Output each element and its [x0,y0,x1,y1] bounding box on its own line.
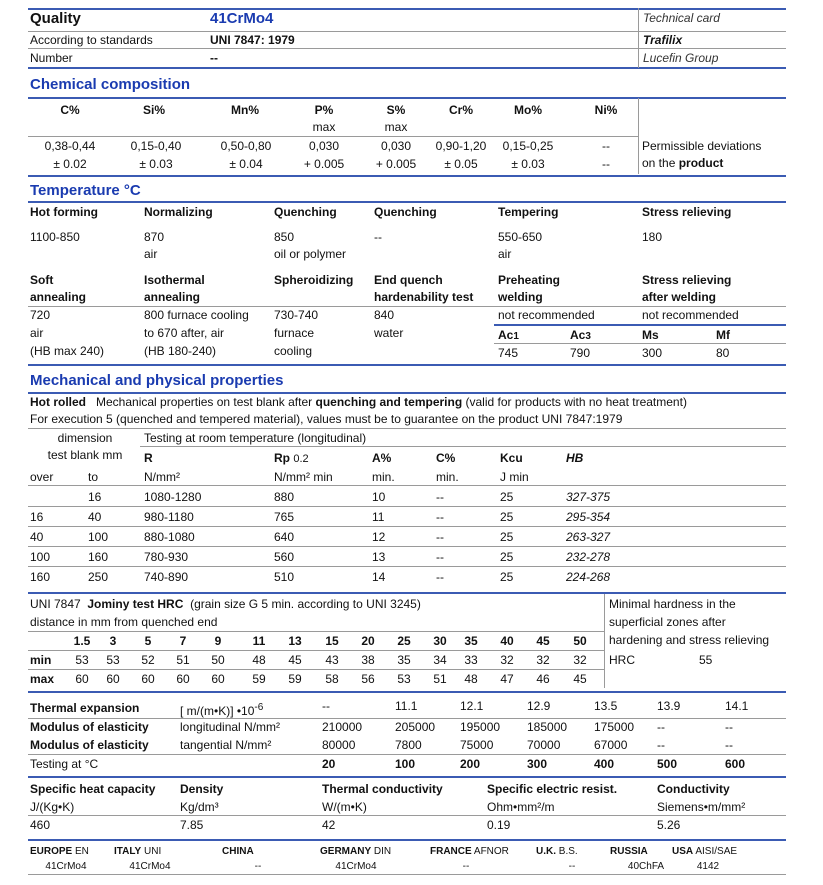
hot-rolled: Hot rolled [30,395,86,409]
testing-at-label: Testing at °C [30,757,99,771]
jominy-distance: 3 [109,634,117,648]
equiv-value: 40ChFA [627,861,665,872]
standards-label: According to standards [30,33,153,47]
modulus-tang-value: 80000 [322,738,356,752]
equiv-country-name: GERMANY [320,846,372,857]
jominy-max-value: 45 [573,672,587,686]
temp-header: Tempering [498,205,559,219]
jominy-distance: 50 [573,634,587,648]
col-kcu: Kcu [500,451,523,465]
jominy-max-value: 60 [176,672,190,686]
temp-value: not recommended [498,308,595,322]
jominy-distance: 13 [288,634,302,648]
temp-header: after welding [642,290,717,304]
temp-value: 800 furnace cooling [144,308,249,322]
prop-value: 460 [30,818,51,832]
testing-temp-value: 200 [460,757,481,771]
group-name: Lucefin Group [643,51,719,65]
jominy-max-value: 60 [141,672,155,686]
temp-header: Isothermal [144,273,205,287]
jominy-min-value: 52 [141,653,155,667]
chem-header: C% [60,103,80,117]
execution-note: For execution 5 (quenched and tempered material), values must be to guarantee on the product UNI 7847:1979 [30,412,623,426]
modulus-tang-value: 67000 [594,738,628,752]
temp-value: 180 [642,230,663,244]
brand-name: Trafilix [643,33,683,47]
jominy-max-value: 48 [464,672,478,686]
hot-rolled-line: Hot rolled Mechanical properties on test blank after quenching and tempering (valid for products with no heat treatment) [30,395,687,409]
chem-value: 0,15-0,40 [130,139,182,153]
prop-value: 0.19 [487,818,511,832]
modulus-long-value: -- [725,720,733,734]
temp-value: (HB max 240) [30,344,105,358]
chem-header: Si% [142,103,165,117]
temp-header: welding [498,290,543,304]
col-hb: HB [566,451,584,465]
temp-value: furnace [274,326,315,340]
equiv-country-name: EUROPE [30,846,73,857]
jominy-max-value: 59 [288,672,302,686]
modulus-tang-value: -- [657,738,665,752]
jominy-distance: 30 [433,634,447,648]
temp-header: Quenching [274,205,337,219]
equiv-standard: AFNOR [471,846,509,857]
temp-header: Stress relieving [642,205,732,219]
jominy-min-value: 48 [252,653,266,667]
temp-header: Hot forming [30,205,98,219]
equiv-country-name: ITALY [114,846,142,857]
chem-value: -- [602,139,610,153]
jominy-distance: 11 [252,634,266,648]
equiv-value: 4142 [696,861,720,872]
temp-medium: oil or polymer [274,247,347,261]
temp-value: (HB 180-240) [144,344,217,358]
equiv-standard: AISI/SAE [693,846,738,857]
thermal-expansion-value: 12.9 [527,699,551,713]
unit-a: min. [372,470,395,484]
temp-header: Spheroidizing [274,273,354,287]
ac1-label: Ac1 [498,328,519,342]
temp-value: 720 [30,308,51,322]
chem-dev: + 0.005 [375,157,417,171]
equiv-standard: EN [72,846,89,857]
prop-unit: Kg/dm³ [180,800,219,814]
temp-value: 870 [144,230,165,244]
hrc-value: 55 [699,653,713,667]
jominy-distance: 7 [179,634,187,648]
temp-value: 730-740 [274,308,319,322]
equiv-standard: B.S. [556,846,578,857]
temp-header: End quench [374,273,443,287]
jominy-distance: 45 [536,634,550,648]
temp-value: 1100-850 [30,230,80,244]
jominy-max-label: max [30,672,55,686]
jominy-min-value: 33 [464,653,478,667]
modulus-tang-value: -- [725,738,733,752]
chem-value: 0,38-0,44 [44,139,96,153]
equiv-country [30,845,89,859]
distance-label: distance in mm from quenched end [30,615,218,629]
jominy-min-value: 38 [361,653,375,667]
prop-header: Thermal conductivity [322,782,443,796]
thermal-expansion-value: 13.9 [657,699,681,713]
jominy-max-value: 56 [361,672,375,686]
equiv-value: 41CrMo4 [129,861,171,872]
equiv-value: 41CrMo4 [45,861,87,872]
modulus-long-value: -- [657,720,665,734]
unit-kcu: J min [500,470,529,484]
equiv-standard: DIN [371,846,392,857]
temp-header: annealing [30,290,87,304]
jominy-max-value: 60 [211,672,225,686]
temp-value: 550-650 [498,230,543,244]
equiv-country [672,845,737,859]
temp-header: Preheating [498,273,561,287]
temp-header: annealing [144,290,201,304]
jominy-distance: 1.5 [73,634,91,648]
product-label: product [678,156,724,170]
chem-dev: -- [602,157,610,171]
test-blank-label: test blank mm [47,448,123,462]
prop-unit: Ohm•mm²/m [487,800,555,814]
equiv-country [610,845,648,859]
prop-header: Specific heat capacity [30,782,156,796]
testing-temp-value: 100 [395,757,416,771]
modulus-long-value: 185000 [527,720,568,734]
prop-value: 5.26 [657,818,681,832]
equiv-country-name: FRANCE [430,846,472,857]
chem-header: P% [314,103,334,117]
ac-value: 745 [498,346,519,360]
prop-unit: W/(m•K) [322,800,367,814]
jominy-max-value: 51 [433,672,447,686]
chem-dev: ± 0.02 [53,157,87,171]
unit-to: to [88,470,99,484]
chem-value: 0,15-0,25 [502,139,554,153]
chemical-title: Chemical composition [30,76,191,93]
thermal-expansion-unit: [ m/(m•K)] $•10^{-6}$ [180,702,264,718]
chem-value: 0,030 [308,139,340,153]
modulus-tang-value: 75000 [460,738,494,752]
quality-label: Quality [30,10,81,27]
jominy-min-value: 45 [288,653,302,667]
mechanical-title: Mechanical and physical properties [30,372,284,389]
equiv-country-name: CHINA [222,846,254,857]
testing-label: Testing at room temperature (longitudinal) [144,431,367,445]
jominy-distance: 20 [361,634,375,648]
chem-dev: + 0.005 [303,157,345,171]
temp-header: hardenability test [374,290,474,304]
jominy-min-value: 32 [500,653,514,667]
on-the-label [642,156,723,170]
chem-dev: ± 0.04 [229,157,263,171]
testing-temp-value: 20 [322,757,336,771]
chem-value: 0,50-0,80 [220,139,272,153]
modulus-tang-value: 70000 [527,738,561,752]
chem-header: Mo% [514,103,542,117]
temp-value: water [374,326,404,340]
chem-dev: ± 0.03 [139,157,173,171]
chem-header: S% [386,103,406,117]
temp-header: Soft [30,273,54,287]
equiv-country-name: RUSSIA [610,846,648,857]
jominy-max-value: 47 [500,672,514,686]
prop-value: 42 [322,818,336,832]
jominy-distance: 25 [397,634,411,648]
chem-dev: ± 0.05 [444,157,478,171]
temperature-title: Temperature °C [30,182,141,199]
temp-header: Quenching [374,205,437,219]
prop-value: 7.85 [180,818,204,832]
jominy-min-value: 35 [397,653,411,667]
thermal-expansion-value: -- [322,699,330,713]
testing-temp-value: 400 [594,757,615,771]
chem-header: Ni% [594,103,618,117]
prop-unit: Siemens•m/mm² [657,800,746,814]
jominy-distance: 35 [464,634,478,648]
col-a: A% [372,451,392,465]
ac-value: 300 [642,346,663,360]
chem-value: 0,90-1,20 [435,139,487,153]
jominy-min-value: 51 [176,653,190,667]
equiv-country [536,845,578,859]
modulus-tang-label: Modulus of elasticity [30,738,149,752]
jominy-min-label: min [30,653,52,667]
thermal-expansion-label: Thermal expansion [30,701,140,715]
jominy-max-value: 58 [325,672,339,686]
jominy-min-value: 43 [325,653,339,667]
jominy-max-value: 53 [397,672,411,686]
temp-value: air [30,326,44,340]
standards-value: UNI 7847: 1979 [210,33,295,47]
temp-value: cooling [274,344,313,358]
equiv-country [430,845,509,859]
jominy-distance: 15 [325,634,339,648]
modulus-long-value: 175000 [594,720,635,734]
jominy-min-value: 32 [536,653,550,667]
equiv-value: -- [568,861,576,872]
min-hardness-3: hardening and stress relieving [609,633,770,647]
unit-c: min. [436,470,459,484]
mf-label: Mf [716,328,730,342]
modulus-long-value: 210000 [322,720,363,734]
equiv-value: -- [254,861,262,872]
col-rp: Rp 0.2 [274,451,309,465]
s-max: max [384,120,408,134]
modulus-long-value: 195000 [460,720,501,734]
ac-value: 80 [716,346,730,360]
jominy-min-value: 53 [75,653,89,667]
jominy-max-value: 60 [106,672,120,686]
testing-temp-value: 600 [725,757,746,771]
on-the: on the [642,156,676,170]
jominy-min-value: 50 [211,653,225,667]
thermal-expansion-value: 13.5 [594,699,618,713]
jominy-distance: 5 [144,634,152,648]
col-r: R [144,451,153,465]
modulus-long-label: Modulus of elasticity [30,720,149,734]
temp-value: 840 [374,308,395,322]
modulus-long-value: 205000 [395,720,436,734]
testing-temp-value: 300 [527,757,548,771]
unit-over: over [30,470,54,484]
temp-value: 850 [274,230,295,244]
unit-r: N/mm² [144,470,180,484]
number-value: -- [210,51,218,65]
jominy-min-value: 34 [433,653,447,667]
jominy-min-value: 53 [106,653,120,667]
chem-header: Mn% [231,103,259,117]
temp-value: -- [374,230,382,244]
equiv-country [114,845,161,859]
testing-temp-value: 500 [657,757,678,771]
permissible-deviations: Permissible deviations [642,139,762,153]
ac3-label: Ac3 [570,328,591,342]
equiv-country [320,845,391,859]
temp-medium: air [498,247,512,261]
chem-dev: ± 0.03 [511,157,545,171]
temp-header: Stress relieving [642,273,732,287]
jominy-distance: 40 [500,634,514,648]
equiv-value: -- [462,861,470,872]
thermal-expansion-value: 11.1 [395,699,418,713]
temp-medium: air [144,247,158,261]
modulus-tang-value: 7800 [395,738,422,752]
modulus-tang-unit: tangential N/mm² [180,738,272,752]
modulus-long-unit: longitudinal N/mm² [180,720,281,734]
temp-value: not recommended [642,308,739,322]
temp-value: to 670 after, air [144,326,225,340]
number-label: Number [30,51,73,65]
jominy-max-value: 60 [75,672,89,686]
min-hardness-2: superficial zones after [609,615,726,629]
thermal-expansion-value: 12.1 [460,699,484,713]
chem-header: Cr% [448,103,473,117]
equiv-country-name: USA [672,846,694,857]
thermal-expansion-value: 14.1 [725,699,749,713]
chem-value: 0,030 [380,139,412,153]
unit-rp: N/mm² min [274,470,333,484]
dimension-label: dimension [57,431,113,445]
ac-value: 790 [570,346,591,360]
col-c: C% [436,451,456,465]
equiv-country [222,845,254,859]
technical-card: Technical card [643,11,720,25]
temp-header: Normalizing [144,205,213,219]
equiv-country-name: U.K. [536,846,556,857]
jominy-distance: 9 [214,634,222,648]
prop-unit: J/(Kg•K) [30,800,75,814]
prop-header: Density [180,782,224,796]
quality-value: 41CrMo4 [210,10,274,27]
hrc-label: HRC [609,653,635,667]
min-hardness-1: Minimal hardness in the [609,597,736,611]
prop-header: Specific electric resist. [487,782,618,796]
ms-label: Ms [642,328,659,342]
p-max: max [312,120,336,134]
jominy-max-value: 46 [536,672,550,686]
jominy-max-value: 59 [252,672,266,686]
jominy-min-value: 32 [573,653,587,667]
equiv-standard: UNI [141,846,162,857]
equiv-value: 41CrMo4 [335,861,377,872]
jominy-title: UNI 7847 Jominy test HRC (grain size G 5 min. according to UNI 3245) [30,597,421,611]
prop-header: Conductivity [657,782,730,796]
